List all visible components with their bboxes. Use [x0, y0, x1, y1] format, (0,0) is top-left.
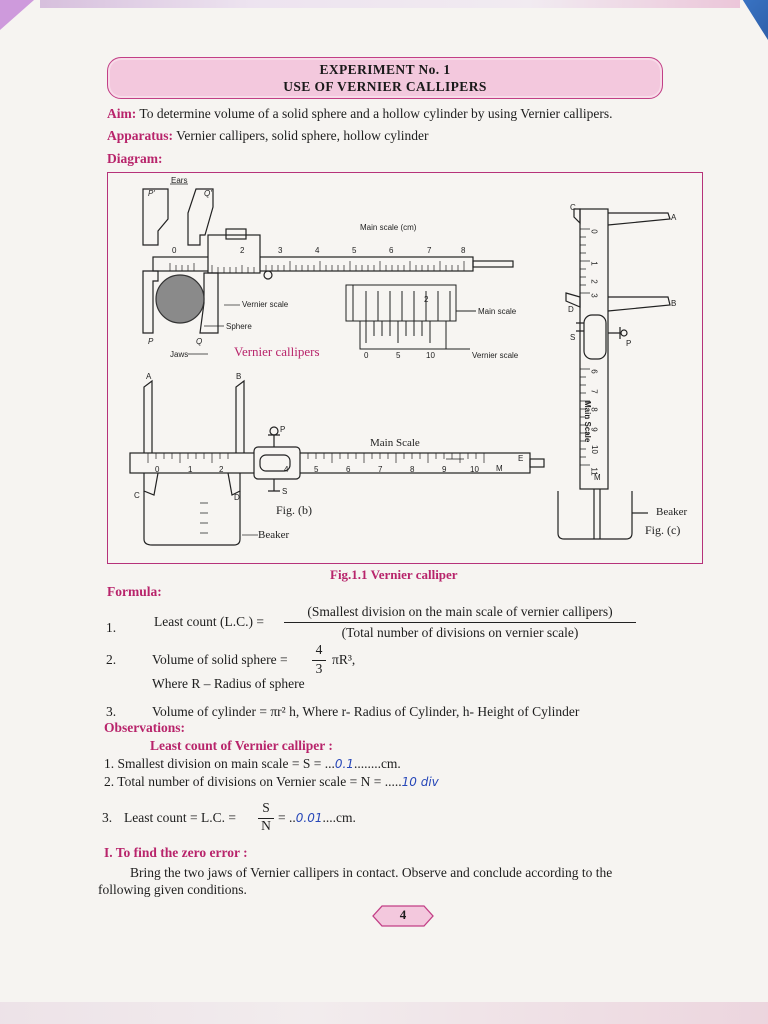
main-scale-num-6: 6	[389, 246, 394, 255]
formula-1-fraction-bar	[284, 622, 636, 623]
c-scale-num-2: 2	[589, 279, 599, 284]
zero-error-line-1: Bring the two jaws of Vernier callipers in contact. Observe and conclude according to the	[130, 865, 613, 880]
formula-1-lhs: Least count (L.C.) =	[154, 614, 264, 629]
observation-1-suffix: ........cm.	[353, 756, 401, 771]
observation-3-eq: = ..	[278, 810, 296, 825]
main-scale-num-3: 3	[278, 246, 283, 255]
label-sphere: Sphere	[226, 322, 252, 331]
aim-text: To determine volume of a solid sphere and a hollow cylinder by using Vernier callipers.	[139, 106, 613, 121]
observation-1-handwritten: 0.1	[334, 757, 354, 771]
label-c-b: C	[134, 491, 140, 500]
label-p-prime: P'	[148, 189, 155, 198]
observation-3-result	[278, 810, 356, 826]
observation-line-1	[104, 756, 401, 772]
zoom-main-number: 2	[424, 295, 429, 304]
label-zoom-vernier-scale: Vernier scale	[472, 351, 519, 360]
label-vernier-scale: Vernier scale	[242, 300, 289, 309]
label-p: P	[148, 337, 154, 346]
label-b: B	[236, 372, 242, 381]
observations-subheading: Least count of Vernier calliper :	[150, 738, 333, 753]
label-s-c: S	[570, 333, 576, 342]
label-beaker-c: Beaker	[656, 506, 688, 518]
zoom-vernier-num-10: 10	[426, 351, 435, 360]
observation-3-handwritten: 0.01	[295, 811, 323, 825]
diagram-label: Diagram:	[107, 151, 163, 166]
aim-label: Aim:	[107, 106, 137, 121]
calliper-c-shape	[558, 209, 670, 539]
observation-3-numerator: S	[262, 800, 270, 815]
label-p-screw-b: P	[280, 425, 286, 434]
label-m-c: M	[594, 473, 601, 482]
main-scale-num-7: 7	[427, 246, 432, 255]
b-scale-num-1: 1	[188, 465, 193, 474]
formula-3-text: Volume of cylinder = πr² h, Where r- Radius of Cylinder, h- Height of Cylinder	[152, 704, 580, 719]
zoom-vernier-num-0: 0	[364, 351, 369, 360]
label-jaws: Jaws	[170, 350, 189, 359]
b-scale-num-9: 9	[442, 465, 447, 474]
b-scale-num-5: 5	[314, 465, 319, 474]
observation-2-num: 2.	[104, 774, 115, 789]
page-corner-left	[0, 0, 34, 30]
formula-2-numerator: 4	[315, 642, 323, 657]
label-p-c: P	[626, 339, 632, 348]
main-scale-num-5: 5	[352, 246, 357, 255]
c-scale-num-9: 9	[589, 427, 599, 432]
c-scale-num-8: 8	[589, 407, 599, 412]
observation-3-suffix: ....cm.	[322, 810, 356, 825]
label-main-scale-cm: Main scale (cm)	[360, 223, 417, 232]
label-zoom-main-scale: Main scale	[478, 307, 517, 316]
c-scale-num-3: 3	[589, 293, 599, 298]
observations-label: Observations:	[104, 720, 185, 735]
formula-2-denominator: 3	[315, 661, 323, 676]
zero-error-line-2: following given conditions.	[98, 882, 247, 897]
label-m: M	[496, 464, 503, 473]
apparatus-label: Apparatus:	[107, 128, 174, 143]
label-main-scale-vertical: Main Scale	[583, 401, 592, 443]
experiment-number: EXPERIMENT No. 1	[319, 62, 451, 77]
observation-1-text: Smallest division on main scale = S = ...	[117, 756, 335, 771]
diagram-caption: Fig.1.1 Vernier calliper	[330, 567, 458, 582]
observation-3-text: Least count = L.C. =	[124, 810, 236, 825]
formula-label: Formula:	[107, 584, 162, 599]
label-fig-c: Fig. (c)	[645, 523, 681, 537]
label-vernier-callipers: Vernier callipers	[234, 344, 320, 359]
observation-line-2	[104, 774, 439, 790]
calliper-b-shape	[130, 381, 544, 545]
formula-2-where: Where R – Radius of sphere	[152, 676, 305, 691]
observation-2-text: Total number of divisions on Vernier scale = N = .....	[117, 774, 402, 789]
label-e: E	[518, 454, 524, 463]
label-a: A	[146, 372, 152, 381]
b-scale-num-4: 4	[284, 465, 289, 474]
label-fig-b: Fig. (b)	[276, 503, 312, 517]
label-beaker-b: Beaker	[258, 529, 290, 541]
label-q-prime: Q'	[204, 189, 212, 198]
page-edge-bottom	[0, 1002, 768, 1024]
c-scale-num-10: 10	[589, 445, 599, 454]
main-scale-num-8: 8	[461, 246, 466, 255]
page-edge-top	[40, 0, 740, 8]
main-scale-num-4: 4	[315, 246, 320, 255]
c-scale-num-1: 1	[589, 261, 599, 266]
label-main-scale-b: Main Scale	[370, 437, 420, 449]
apparatus-line	[107, 128, 428, 144]
label-s-b: S	[282, 487, 288, 496]
b-scale-num-7: 7	[378, 465, 383, 474]
label-b-c: B	[671, 299, 677, 308]
label-ears: Ears	[171, 176, 188, 185]
formula-1-numerator: (Smallest division on the main scale of vernier callipers)	[307, 604, 613, 619]
observation-1-num: 1.	[104, 756, 115, 771]
experiment-title-box	[107, 57, 663, 99]
main-scale-num-0: 0	[172, 246, 177, 255]
formula-1-num: 1.	[106, 620, 117, 635]
c-scale-num-0: 0	[589, 229, 599, 234]
b-scale-num-2: 2	[219, 465, 224, 474]
formula-2-num: 2.	[106, 652, 117, 667]
b-scale-num-8: 8	[410, 465, 415, 474]
page-number: 4	[399, 907, 407, 922]
observation-3-num: 3.	[102, 810, 113, 825]
experiment-title: USE OF VERNIER CALLIPERS	[283, 79, 487, 94]
formula-3-num: 3.	[106, 704, 117, 719]
b-scale-num-0: 0	[155, 465, 160, 474]
formula-2-rhs: πR³,	[332, 652, 356, 667]
observation-2-handwritten: 10 div	[401, 775, 439, 789]
label-c-c: C	[570, 203, 576, 212]
label-d-c: D	[568, 305, 574, 314]
b-scale-num-6: 6	[346, 465, 351, 474]
zoom-scale-shape	[346, 285, 476, 349]
c-scale-num-6: 6	[589, 369, 599, 374]
c-scale-num-7: 7	[589, 389, 599, 394]
label-d-b: D	[234, 493, 240, 502]
diagram-box	[107, 172, 703, 564]
label-q: Q	[196, 337, 203, 346]
formula-2-lhs: Volume of solid sphere =	[152, 652, 288, 667]
zoom-vernier-num-5: 5	[396, 351, 401, 360]
c-scale-num-11: 11	[589, 467, 599, 476]
observation-3-denominator: N	[261, 818, 271, 833]
aim-line	[107, 106, 612, 122]
main-scale-num-2: 2	[240, 246, 245, 255]
b-scale-num-10: 10	[470, 465, 479, 474]
page-number-badge	[372, 905, 434, 927]
formula-1-denominator: (Total number of divisions on vernier scale)	[341, 625, 579, 640]
zero-error-heading: I. To find the zero error :	[104, 845, 248, 860]
apparatus-text: Vernier callipers, solid sphere, hollow cylinder	[176, 128, 429, 143]
label-a-c: A	[671, 213, 677, 222]
